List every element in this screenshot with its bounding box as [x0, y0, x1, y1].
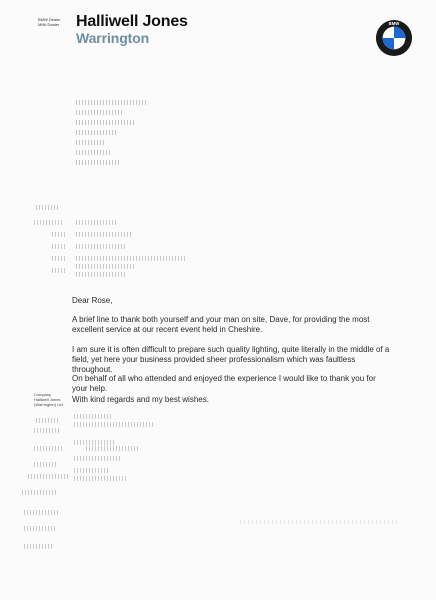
salutation: Dear Rose,: [72, 296, 113, 305]
company-name: Halliwell Jones: [76, 13, 188, 30]
dealer-label: [38, 17, 61, 27]
paragraph-1: A brief line to thank both yourself and your man on site, Dave, for providing the most excellent service at our recent event held in Cheshire.: [72, 315, 370, 334]
paragraph-3: On behalf of all who attended and enjoyed the experience I would like to thank you for your help.: [72, 374, 376, 393]
recipient-address-redacted: [76, 100, 156, 170]
bmw-logo-text: BMW: [388, 21, 400, 27]
company-location: Warrington: [76, 30, 150, 46]
paragraph-2: I am sure it is often difficult to prepare such quality lighting, quite literally in the middle of a field, yet here your business provided sheer professionalism which was faultless throughout.: [72, 345, 390, 374]
company-label: [34, 392, 63, 407]
dealer-label-line1: BMW Dealer: [38, 17, 61, 22]
company-label-line3: (Warrington) Ltd: [34, 402, 63, 407]
closing-line: With kind regards and my best wishes.: [72, 395, 209, 404]
company-label-line1: Company: [34, 392, 52, 397]
bmw-logo-icon: [375, 19, 413, 57]
footer-faint-line: [240, 520, 400, 524]
dealer-label-line2: MINI Dealer: [38, 22, 60, 27]
company-label-line2: Halliwell Jones: [34, 397, 61, 402]
